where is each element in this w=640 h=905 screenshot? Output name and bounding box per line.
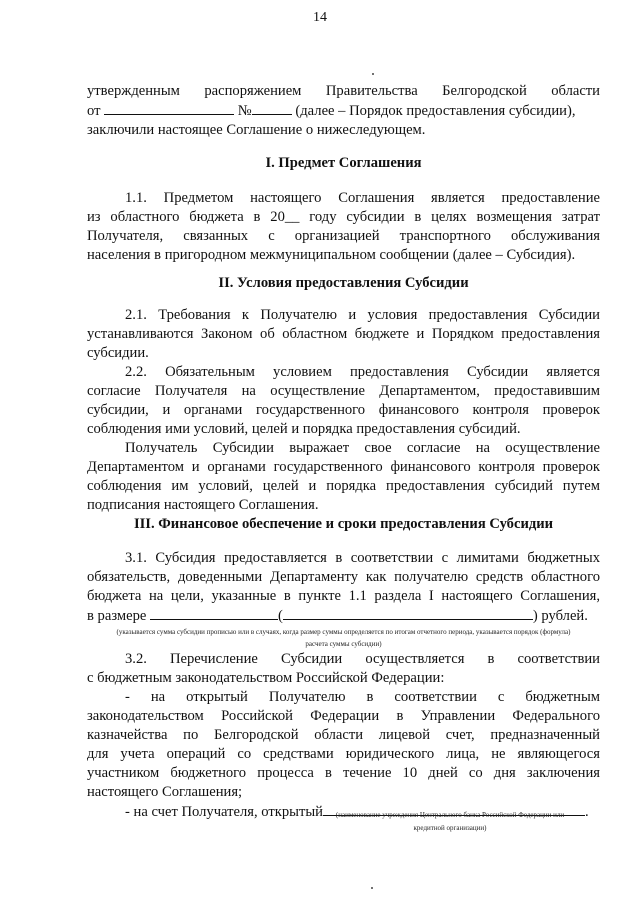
line: Получатель Субсидии выражает свое согласие на осуществление [125, 440, 600, 456]
amount-note-2: расчета суммы субсидии) [305, 640, 382, 648]
line: с бюджетным законодательством Российской Федерации: [87, 670, 445, 686]
date-blank [104, 101, 234, 115]
scan-speck [372, 73, 374, 75]
line: Департаментом и органами государственного финансового контроля проверок [87, 459, 600, 475]
bank-note-2: кредитной организации) [413, 824, 487, 832]
line: субсидии, и органами государственного финансового контроля проверок [87, 402, 600, 418]
line: Получателя, связанных с организацией транспортного обслуживания [87, 228, 600, 244]
section-3-title: III. Финансовое обеспечение и сроки предоставления Субсидии [133, 516, 554, 532]
bank-note-1: (наименование учреждения Центрального банка Российской Федерации или [335, 811, 565, 819]
line: субсидии. [87, 345, 149, 361]
scan-speck [371, 887, 373, 889]
intro-line-2: от № (далее – Порядок предоставления субсидии), [87, 103, 576, 119]
line: для учета операций со средствами юридического лица, не являющегося [87, 746, 600, 762]
section-1-title: I. Предмет Соглашения [265, 155, 422, 171]
amount-note-1: (указывается сумма субсидии прописью или в случаях, когда размер суммы определяется по итогам отчетного периода, указывается порядок (формула) [116, 628, 571, 636]
line: казначейства по Белгородской области лицевой счет, предназначенный [87, 727, 600, 743]
line: 3.1. Субсидия предоставляется в соответствии с лимитами бюджетных [125, 550, 600, 566]
section-2-body [87, 306, 600, 515]
intro-line-3: заключили настоящее Соглашение о нижеследующем. [87, 122, 426, 138]
intro-block [87, 82, 600, 140]
account-line: - на счет Получателя, открытый . [125, 804, 589, 820]
intro-line-1: утвержденным распоряжением Правительства Белгородской области [87, 83, 600, 99]
number-blank [252, 101, 292, 115]
section-3-p1 [87, 549, 600, 626]
line: из областного бюджета в 20__ году субсидии в целях возмещения затрат [87, 209, 600, 225]
line: обязательств, доведенными Департаменту как получателю средств областного [87, 569, 600, 585]
line: 3.2. Перечисление Субсидии осуществляется в соответствии [125, 651, 600, 667]
page-number: 14 [313, 10, 327, 25]
line: - на открытый Получателю в соответствии с бюджетным [125, 689, 600, 705]
line: 2.2. Обязательным условием предоставления Субсидии является [125, 364, 600, 380]
line: настоящего Соглашения; [87, 784, 243, 800]
line: населения в пригородном межмуниципальном сообщении (далее – Субсидия). [87, 247, 576, 263]
section-3-p2 [87, 650, 600, 822]
line: соблюдения им условий, целей и порядка предоставления субсидий путем [87, 478, 600, 494]
line: подписания настоящего Соглашения. [87, 497, 319, 513]
amount-blank [150, 606, 278, 620]
line: законодательством Российской Федерации в Управлении Федерального [87, 708, 600, 724]
section-1-paragraph [87, 189, 600, 265]
line: соблюдения ими условий, целей и порядка предоставления субсидий. [87, 421, 521, 437]
line: 1.1. Предметом настоящего Соглашения является предоставление [125, 190, 600, 206]
amount-line: в размере ( ) рублей. [87, 608, 588, 624]
line: устанавливаются Законом об областном бюджете и Порядком предоставления [87, 326, 600, 342]
line: бюджета на цели, указанные в пункте 1.1 раздела I настоящего Соглашения, [87, 588, 600, 604]
line: согласие Получателя на осуществление Департаментом, предоставившим [87, 383, 600, 399]
line: участником бюджетного процесса в течение 10 дней со дня заключения [87, 765, 600, 781]
amount-words-blank [283, 606, 533, 620]
section-2-title: II. Условия предоставления Субсидии [218, 275, 469, 291]
line: 2.1. Требования к Получателю и условия предоставления Субсидии [125, 307, 600, 323]
